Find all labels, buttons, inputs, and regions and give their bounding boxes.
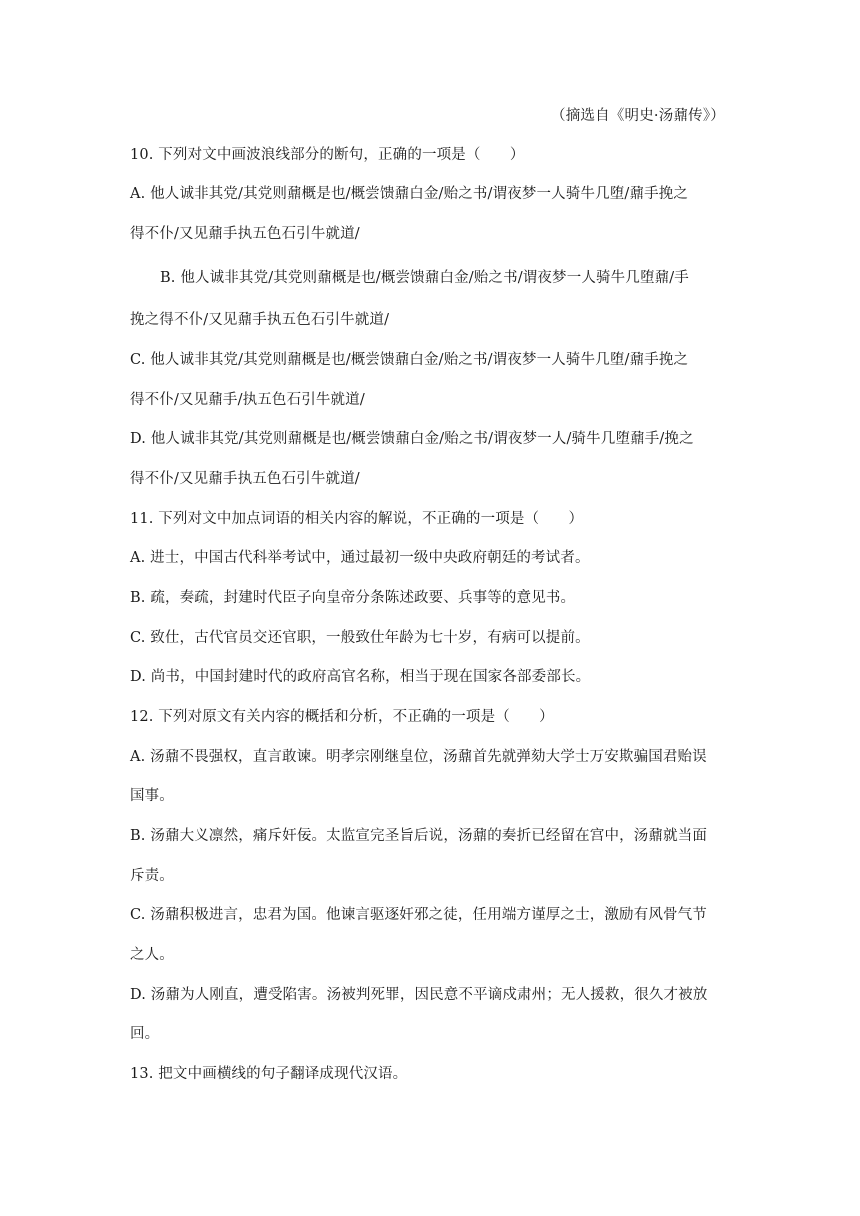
question-10-option-d-line-1: D. 他人诚非其党/其党则鼐概是也/概尝馈鼐白金/贻之书/谓夜梦一人/骑牛几堕鼐手/挽之 <box>130 431 694 447</box>
question-10-option-a-line-1: A. 他人诚非其党/其党则鼐概是也/概尝馈鼐白金/贻之书/谓夜梦一人骑牛几堕/鼐手挽之 <box>130 186 689 202</box>
question-12-option-d-line-1: D. 汤鼐为人刚直，遭受陷害。汤被判死罪，因民意不平谪戍肃州；无人援救，很久才被放 <box>130 987 708 1003</box>
question-10-option-b-line-2: 挽之得不仆/又见鼐手执五色石引牛就道/ <box>130 312 390 328</box>
question-12-option-b-line-1: B. 汤鼐大义凛然，痛斥奸佞。太监宣完圣旨后说，汤鼐的奏折已经留在宫中，汤鼐就当面 <box>130 828 708 844</box>
question-10-option-c-line-2: 得不仆/又见鼐手/执五色石引牛就道/ <box>130 392 365 408</box>
question-12-option-a-line-1: A. 汤鼐不畏强权，直言敢谏。明孝宗刚继皇位，汤鼐首先就弹劾大学士万安欺骗国君贻误 <box>130 749 707 765</box>
question-11-option-c: C. 致仕，古代官员交还官职，一般致仕年龄为七十岁，有病可以提前。 <box>130 630 590 646</box>
question-12-option-a-line-2: 国事。 <box>130 788 174 804</box>
question-10-option-a-line-2: 得不仆/又见鼐手执五色石引牛就道/ <box>130 226 360 242</box>
question-12-option-c-line-1: C. 汤鼐积极进言，忠君为国。他谏言驱逐奸邪之徒，任用端方谨厚之士，激励有风骨气节 <box>130 907 707 923</box>
question-10-option-d-line-2: 得不仆/又见鼐手执五色石引牛就道/ <box>130 471 360 487</box>
question-11-option-a: A. 进士，中国古代科举考试中，通过最初一级中央政府朝廷的考试者。 <box>130 550 590 566</box>
question-10-stem: 10. 下列对文中画波浪线部分的断句，正确的一项是（ ） <box>130 147 525 163</box>
question-12-option-b-line-2: 斥责。 <box>130 868 174 884</box>
question-12-stem: 12. 下列对原文有关内容的概括和分析，不正确的一项是（ ） <box>130 709 554 725</box>
question-13-stem: 13. 把文中画横线的句子翻译成现代汉语。 <box>130 1066 408 1082</box>
source-citation: （摘选自《明史·汤鼐传》） <box>551 108 725 124</box>
question-11-option-d: D. 尚书，中国封建时代的政府高官名称，相当于现在国家各部委部长。 <box>130 669 591 685</box>
question-11-option-b: B. 疏，奏疏，封建时代臣子向皇帝分条陈述政要、兵事等的意见书。 <box>130 590 576 606</box>
question-10-option-b-line-1: B. 他人诚非其党/其党则鼐概是也/概尝馈鼐白金/贻之书/谓夜梦一人骑牛几堕鼐/手 <box>160 270 689 286</box>
question-12-option-d-line-2: 回。 <box>130 1026 160 1042</box>
question-11-stem: 11. 下列对文中加点词语的相关内容的解说，不正确的一项是（ ） <box>130 511 584 527</box>
question-12-option-c-line-2: 之人。 <box>130 947 174 963</box>
question-10-option-c-line-1: C. 他人诚非其党/其党则鼐概是也/概尝馈鼐白金/贻之书/谓夜梦一人骑牛几堕/鼐手挽之 <box>130 352 689 368</box>
